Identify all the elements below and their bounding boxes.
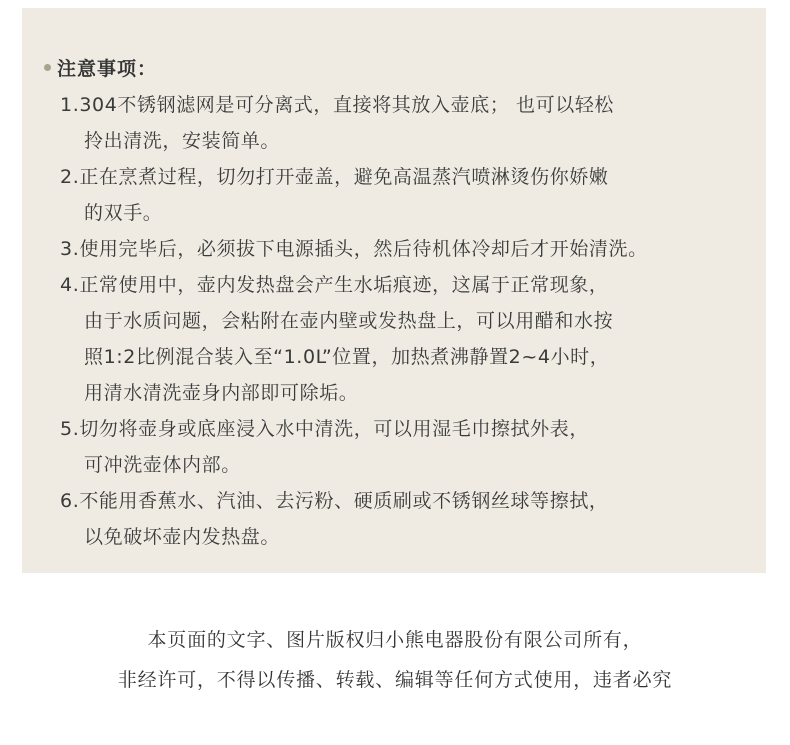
notice-item-line: 的双手。 xyxy=(84,202,163,224)
notice-heading xyxy=(44,54,157,81)
notice-item-6 xyxy=(60,483,760,555)
notice-item-line: 1.304不锈钢滤网是可分离式，直接将其放入壶底； 也可以轻松 xyxy=(60,94,615,116)
bullet-dot-icon xyxy=(44,64,51,71)
notice-item-line: 4.正常使用中，壶内发热盘会产生水垢痕迹，这属于正常现象， xyxy=(60,274,609,296)
notice-item-line: 2.正在烹煮过程，切勿打开壶盖，避免高温蒸汽喷淋烫伤你娇嫩 xyxy=(60,166,609,188)
notice-item-line: 5.切勿将壶身或底座浸入水中清洗，可以用湿毛巾擦拭外表， xyxy=(60,418,589,440)
notice-item-2 xyxy=(60,159,760,231)
notice-item-line: 拎出清洗，安装简单。 xyxy=(84,130,281,152)
notice-item-line: 6.不能用香蕉水、汽油、去污粉、硬质刷或不锈钢丝球等擦拭， xyxy=(60,490,609,512)
notice-item-1 xyxy=(60,87,760,159)
notice-item-3 xyxy=(60,231,760,267)
notice-list xyxy=(60,87,760,555)
copyright-line-2: 非经许可，不得以传播、转载、编辑等任何方式使用，违者必究 xyxy=(117,669,673,691)
copyright-notice xyxy=(0,620,790,700)
notice-item-line: 可冲洗壶体内部。 xyxy=(84,454,241,476)
notice-item-line: 由于水质问题，会粘附在壶内壁或发热盘上，可以用醋和水按 xyxy=(84,310,614,332)
notice-panel xyxy=(22,8,766,573)
notice-item-line: 用清水清洗壶身内部即可除垢。 xyxy=(84,382,359,404)
notice-item-5 xyxy=(60,411,760,483)
notice-item-line: 3.使用完毕后，必须拔下电源插头，然后待机体冷却后才开始清洗。 xyxy=(60,238,648,260)
notice-item-4 xyxy=(60,267,760,411)
notice-item-line: 照1:2比例混合装入至“1.0L”位置，加热煮沸静置2~4小时， xyxy=(84,346,610,368)
notice-item-line: 以免破坏壶内发热盘。 xyxy=(84,526,281,548)
copyright-line-1: 本页面的文字、图片版权归小熊电器股份有限公司所有， xyxy=(147,629,643,651)
notice-heading-text: 注意事项： xyxy=(57,58,158,80)
